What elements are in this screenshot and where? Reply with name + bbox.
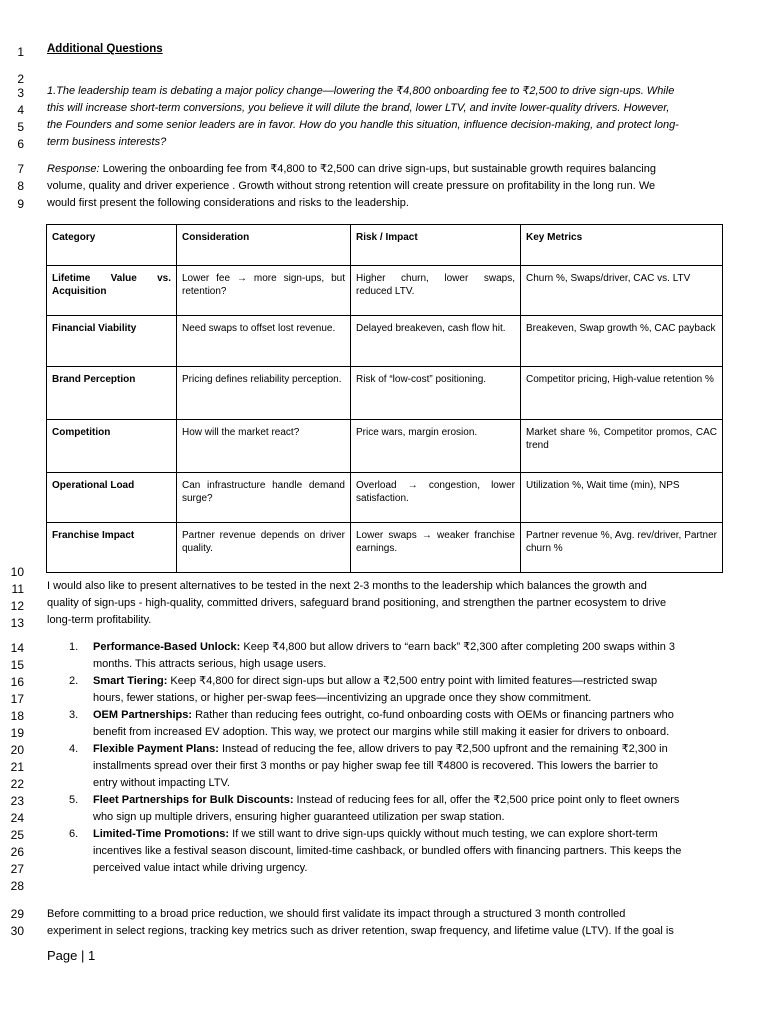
line-number: 15	[10, 658, 24, 672]
list-item-body	[93, 639, 721, 673]
section-heading: Additional Questions	[47, 43, 163, 55]
table-cell: Higher churn, lower swaps, reduced LTV.	[351, 266, 521, 316]
line-number: 9	[17, 197, 24, 211]
list-item-number: 6.	[69, 828, 79, 840]
table-category-cell: Competition	[47, 420, 177, 473]
line-number: 17	[10, 692, 24, 706]
list-item-line: perceived value intact while driving urgency.	[93, 862, 308, 874]
table-cell: Pricing defines reliability perception.	[177, 367, 351, 420]
table-category-cell: Franchise Impact	[47, 523, 177, 573]
list-item-title: Limited-Time Promotions:	[93, 828, 230, 840]
alternatives-line: long-term profitability.	[47, 614, 152, 626]
alternatives-line: I would also like to present alternatives to be tested in the next 2-3 months to the leadership which balances the growth and	[47, 580, 647, 592]
list-item-line	[93, 792, 721, 809]
table-cell: Delayed breakeven, cash flow hit.	[351, 316, 521, 367]
table-cell: Lower swaps → weaker franchise earnings.	[351, 523, 521, 573]
table-cell: Competitor pricing, High-value retention %	[521, 367, 723, 420]
table-header-cell: Consideration	[177, 225, 351, 266]
table-cell: Price wars, margin erosion.	[351, 420, 521, 473]
table-row	[47, 420, 723, 473]
line-number: 6	[17, 137, 24, 151]
question-line: term business interests?	[47, 136, 167, 148]
table-row	[47, 367, 723, 420]
question-line: this will increase short-term conversions, you believe it will dilute the brand, lower LTV, and invite lower-quality drivers. However,	[47, 102, 670, 114]
table-row	[47, 316, 723, 367]
list-item-line: months. This attracts serious, high usage users.	[93, 658, 327, 670]
list-item-text: Keep ₹4,800 for direct sign-ups but allow a ₹2,500 entry point with limited features—restricted swap	[167, 675, 658, 687]
response-paragraph	[47, 161, 721, 212]
line-number: 22	[10, 777, 24, 791]
line-number: 5	[17, 120, 24, 134]
line-number: 3	[17, 86, 24, 100]
table-cell: Lower fee → more sign-ups, but retention?	[177, 266, 351, 316]
table-header-row	[47, 225, 723, 266]
alternatives-paragraph	[47, 578, 721, 629]
list-item-line	[93, 826, 721, 843]
table-category-cell: Brand Perception	[47, 367, 177, 420]
response-line: volume, quality and driver experience . Growth without strong retention will create pressure on profitability in the long run. We	[47, 180, 656, 192]
line-number: 12	[10, 599, 24, 613]
line-number: 28	[10, 879, 24, 893]
list-item-line	[93, 707, 721, 724]
line-number: 30	[10, 924, 24, 938]
table-category-cell: Lifetime Value vs. Acquisition	[47, 266, 177, 316]
closing-line: Before committing to a broad price reduction, we should first validate its impact through a structured 3 month controlled	[47, 908, 626, 920]
list-item-number: 5.	[69, 794, 79, 806]
line-number: 21	[10, 760, 24, 774]
list-item-body	[93, 826, 721, 877]
list-item-line: hours, fewer stations, or higher per-swap fees—incentivizing an upgrade once they show commitment.	[93, 692, 592, 704]
line-number: 8	[17, 179, 24, 193]
line-number: 24	[10, 811, 24, 825]
table-cell: How will the market react?	[177, 420, 351, 473]
list-item-body	[93, 792, 721, 826]
table-cell: Churn %, Swaps/driver, CAC vs. LTV	[521, 266, 723, 316]
list-item-number: 2.	[69, 675, 79, 687]
line-number: 25	[10, 828, 24, 842]
table-category-cell: Financial Viability	[47, 316, 177, 367]
list-item-line: who sign up multiple drivers, ensuring higher guaranteed utilization per swap station.	[93, 811, 505, 823]
list-item-number: 3.	[69, 709, 79, 721]
line-number: 27	[10, 862, 24, 876]
alternatives-line: quality of sign-ups - high-quality, committed drivers, safeguard brand positioning, and strengthen the partner ecosystem to drive	[47, 597, 667, 609]
closing-paragraph	[47, 906, 721, 940]
table-header-cell: Category	[47, 225, 177, 266]
list-item-number: 4.	[69, 743, 79, 755]
line-number: 11	[11, 582, 24, 596]
list-item-title: Flexible Payment Plans:	[93, 743, 219, 755]
table-cell: Risk of “low-cost” positioning.	[351, 367, 521, 420]
response-label: Response:	[47, 163, 100, 175]
list-item-line: benefit from increased EV adoption. This way, we protect our margins while still making it easier for drivers to onboard.	[93, 726, 670, 738]
considerations-table	[46, 224, 723, 573]
list-item-title: OEM Partnerships:	[93, 709, 193, 721]
line-number: 2	[17, 72, 24, 86]
table-cell: Utilization %, Wait time (min), NPS	[521, 473, 723, 523]
response-line	[47, 161, 721, 178]
list-item-body	[93, 707, 721, 741]
table-header-cell: Key Metrics	[521, 225, 723, 266]
line-number: 7	[17, 162, 24, 176]
list-item-title: Performance-Based Unlock:	[93, 641, 241, 653]
list-item-line: entry without impacting LTV.	[93, 777, 230, 789]
table-cell: Overload → congestion, lower satisfaction.	[351, 473, 521, 523]
table-cell: Partner revenue depends on driver quality.	[177, 523, 351, 573]
closing-line: experiment in select regions, tracking key metrics such as driver retention, swap frequency, and lifetime value (LTV). If the goal is	[47, 925, 674, 937]
line-number: 13	[10, 616, 24, 630]
list-item-number: 1.	[69, 641, 79, 653]
table-cell: Breakeven, Swap growth %, CAC payback	[521, 316, 723, 367]
line-number: 10	[10, 565, 24, 579]
response-text: Lowering the onboarding fee from ₹4,800 to ₹2,500 can drive sign-ups, but sustainable growth requires balancing	[99, 163, 656, 175]
question-line: the Founders and some senior leaders are in favor. How do you handle this situation, influence decision-making, and protect long-	[47, 119, 679, 131]
line-number: 1	[17, 45, 24, 59]
table-cell: Partner revenue %, Avg. rev/driver, Partner churn %	[521, 523, 723, 573]
list-item-text: Rather than reducing fees outright, co-fund onboarding costs with OEMs or financing partners who	[192, 709, 674, 721]
list-item-line	[93, 673, 721, 690]
table-header-cell: Risk / Impact	[351, 225, 521, 266]
page-footer: Page | 1	[47, 948, 96, 963]
list-item-title: Smart Tiering:	[93, 675, 168, 687]
list-item-text: Instead of reducing the fee, allow drivers to pay ₹2,500 upfront and the remaining ₹2,300 in	[218, 743, 668, 755]
table-cell: Need swaps to offset lost revenue.	[177, 316, 351, 367]
line-number: 19	[10, 726, 24, 740]
line-number: 4	[17, 103, 24, 117]
list-item-text: If we still want to drive sign-ups quickly without much testing, we can explore short-term	[229, 828, 658, 840]
response-line: would first present the following considerations and risks to the leadership.	[47, 197, 409, 209]
list-item-line	[93, 639, 721, 656]
list-item-line: installments spread over their first 3 months or pay higher swap fee till ₹4800 is recovered. This lowers the barrier to	[93, 760, 658, 772]
table-row	[47, 523, 723, 573]
question-line: 1.The leadership team is debating a major policy change—lowering the ₹4,800 onboarding fee to ₹2,500 to drive sign-ups. While	[47, 85, 675, 97]
question-paragraph	[47, 83, 721, 151]
table-cell: Can infrastructure handle demand surge?	[177, 473, 351, 523]
list-item-body	[93, 741, 721, 792]
list-item-text: Instead of reducing fees for all, offer the ₹2,500 price point only to fleet owners	[293, 794, 680, 806]
line-number: 16	[10, 675, 24, 689]
list-item-text: Keep ₹4,800 but allow drivers to “earn back” ₹2,300 after completing 200 swaps within 3	[240, 641, 676, 653]
table-cell: Market share %, Competitor promos, CAC trend	[521, 420, 723, 473]
list-item-line: incentives like a festival season discount, limited-time cashback, or bundled offers with financing partners. This keeps the	[93, 845, 682, 857]
line-number: 26	[10, 845, 24, 859]
table-category-cell: Operational Load	[47, 473, 177, 523]
line-number: 20	[10, 743, 24, 757]
line-number: 14	[10, 641, 24, 655]
line-number: 29	[10, 907, 24, 921]
line-number: 23	[10, 794, 24, 808]
list-item-body	[93, 673, 721, 707]
table-row	[47, 266, 723, 316]
list-item-line	[93, 741, 721, 758]
line-number: 18	[10, 709, 24, 723]
table-row	[47, 473, 723, 523]
list-item-title: Fleet Partnerships for Bulk Discounts:	[93, 794, 294, 806]
